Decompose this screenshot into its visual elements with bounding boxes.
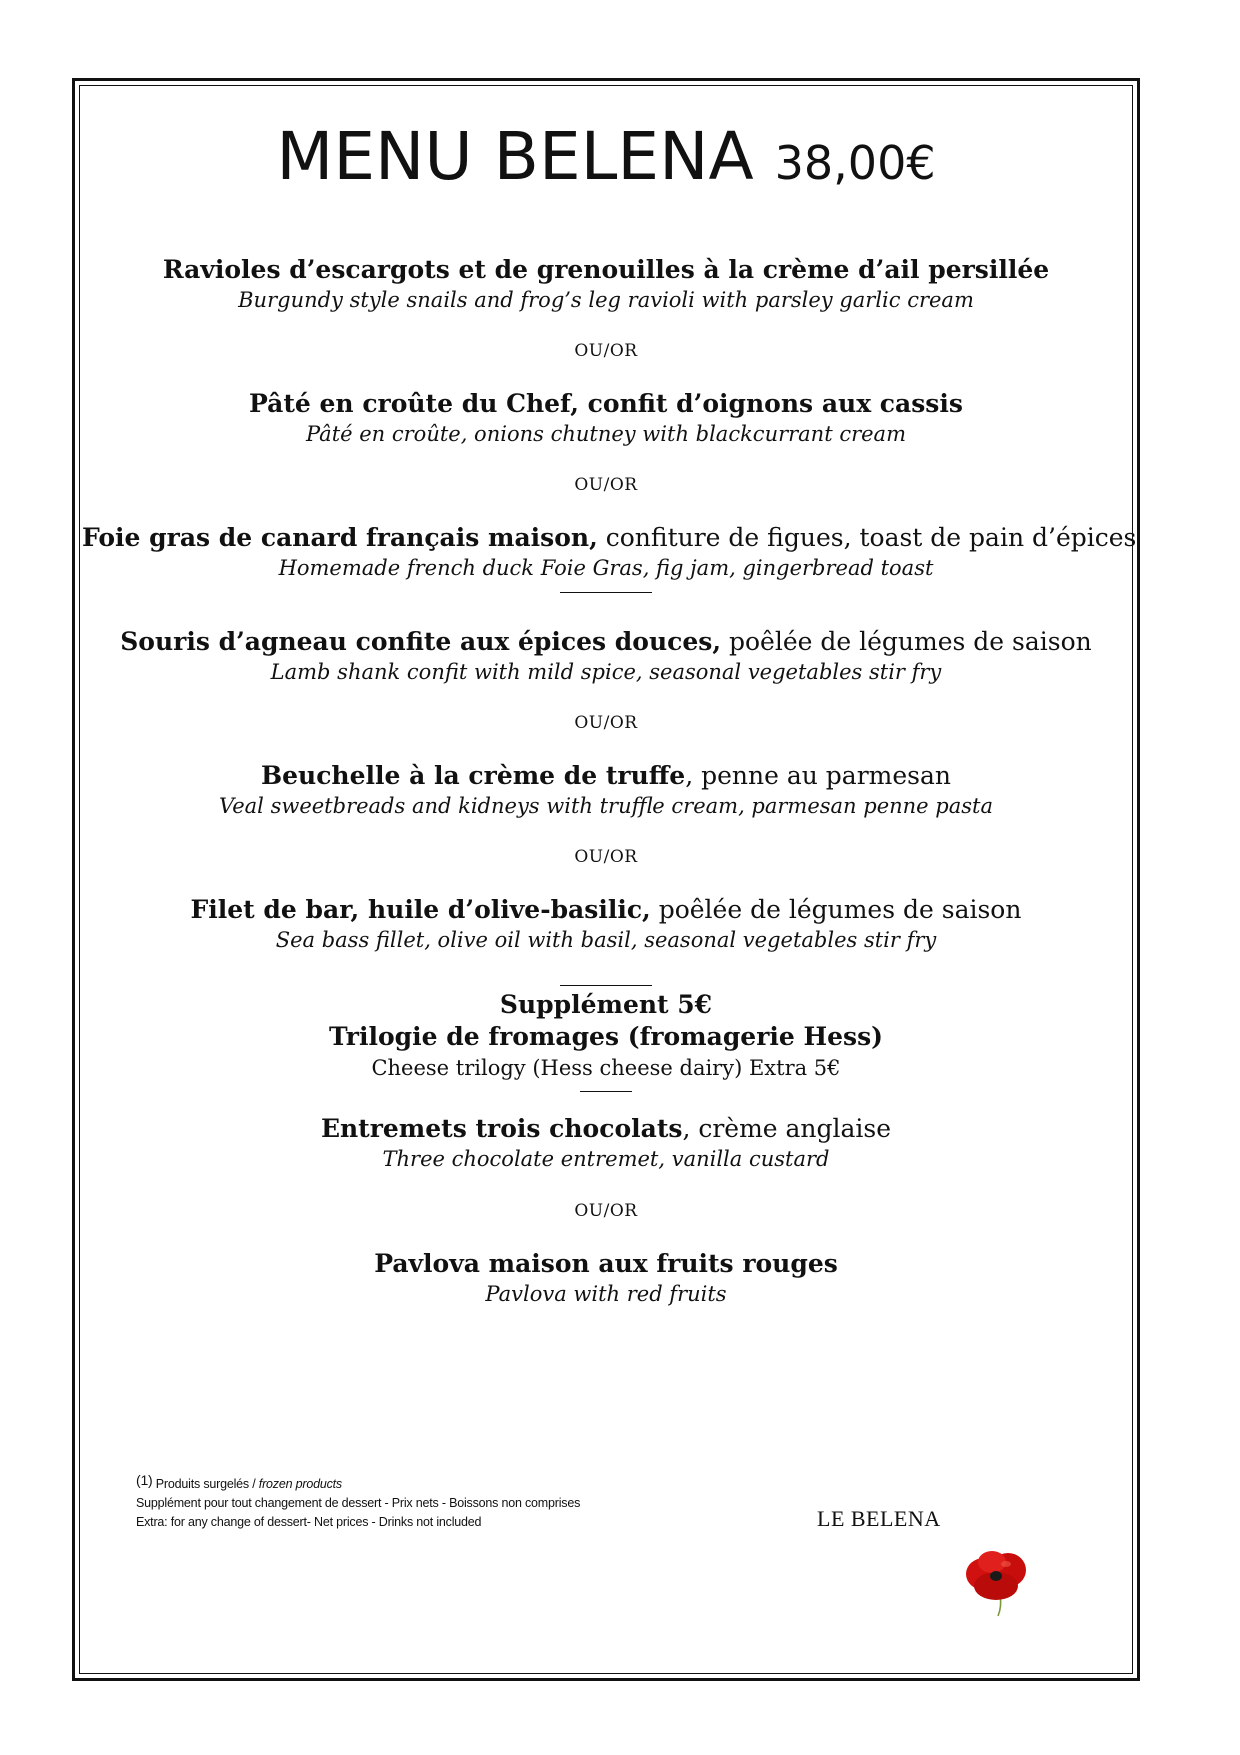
menu-courses [82,255,1137,1307]
course-divider [560,985,652,986]
supplement-price: Supplément 5€ [499,990,713,1020]
cheese-title: Trilogie de fromages (fromagerie Hess) [329,1022,883,1052]
dish-description-en: Homemade french duck Foie Gras, fig jam, gingerbread toast [278,556,934,581]
dish-accompaniment-fr: poêlée de légumes de saison [721,626,1092,656]
or-separator: OU/OR [574,475,638,496]
dish-name-fr: Pavlova maison aux fruits rouges [374,1248,838,1278]
dish-name-fr: Beuchelle à la crème de truffe [261,760,686,790]
main-item [82,761,1130,819]
cheese-supplement [82,990,1130,1081]
dish-name-fr: Foie gras de canard français maison, [82,523,598,553]
dish-name-fr: Filet de bar, huile d’olive-basilic, [190,894,651,924]
dessert-item [82,1249,1130,1307]
footnote-conditions-en: Extra: for any change of dessert- Net prices - Drinks not included [136,1514,482,1529]
or-separator: OU/OR [574,712,638,733]
dish-name-fr: Entremets trois chocolats [320,1114,683,1144]
or-separator: OU/OR [574,1200,638,1221]
or-separator: OU/OR [574,341,638,362]
dish-description-en: Pavlova with red fruits [485,1281,727,1306]
dessert-item [82,1114,1130,1172]
dish-description-en: Sea bass fillet, olive oil with basil, seasonal vegetables stir fry [275,927,937,952]
dish-name-fr: Ravioles d’escargots et de grenouilles à la crème d’ail persillée [162,255,1050,284]
main-item [82,627,1130,685]
cheese-description-en: Cheese trilogy (Hess cheese dairy) Extra 5€ [371,1056,841,1081]
poppy-flower-icon [962,1546,1032,1618]
menu-price: 38,00€ [774,136,936,190]
dish-accompaniment-fr: confiture de figues, toast de pain d’épices [597,523,1137,553]
starter-item [82,255,1130,313]
or-separator: OU/OR [574,846,638,867]
footnote-frozen-en: frozen products [258,1477,342,1491]
restaurant-name: LE BELENA [817,1506,941,1531]
footnote-frozen-fr: Produits surgelés / [155,1477,259,1491]
footnote-marker: (1) [136,1472,153,1488]
dish-accompaniment-fr: poêlée de légumes de saison [650,894,1022,924]
dish-accompaniment-fr: , crème anglaise [682,1114,892,1144]
menu-name: MENU BELENA [276,118,754,195]
dish-description-en: Three chocolate entremet, vanilla custard [382,1147,830,1172]
dish-name-fr: Pâté en croûte du Chef, confit d’oignons aux cassis [249,389,963,419]
dish-name-fr: Souris d’agneau confite aux épices douces, [120,626,722,656]
menu-title [82,118,1130,195]
dish-accompaniment-fr: , penne au parmesan [685,760,951,790]
main-item [82,895,1130,953]
footnote-conditions-fr: Supplément pour tout changement de dessert - Prix nets - Boissons non comprises [136,1495,581,1510]
dish-description-en: Burgundy style snails and frog’s leg ravioli with parsley garlic cream [238,288,974,312]
dish-description-en: Lamb shank confit with mild spice, seasonal vegetables stir fry [270,659,942,684]
dish-description-en: Pâté en croûte, onions chutney with blackcurrant cream [306,422,906,447]
starter-item [82,523,1137,581]
dish-description-en: Veal sweetbreads and kidneys with truffle cream, parmesan penne pasta [219,793,993,818]
starter-item [82,389,1130,447]
footnote [136,1470,656,1531]
